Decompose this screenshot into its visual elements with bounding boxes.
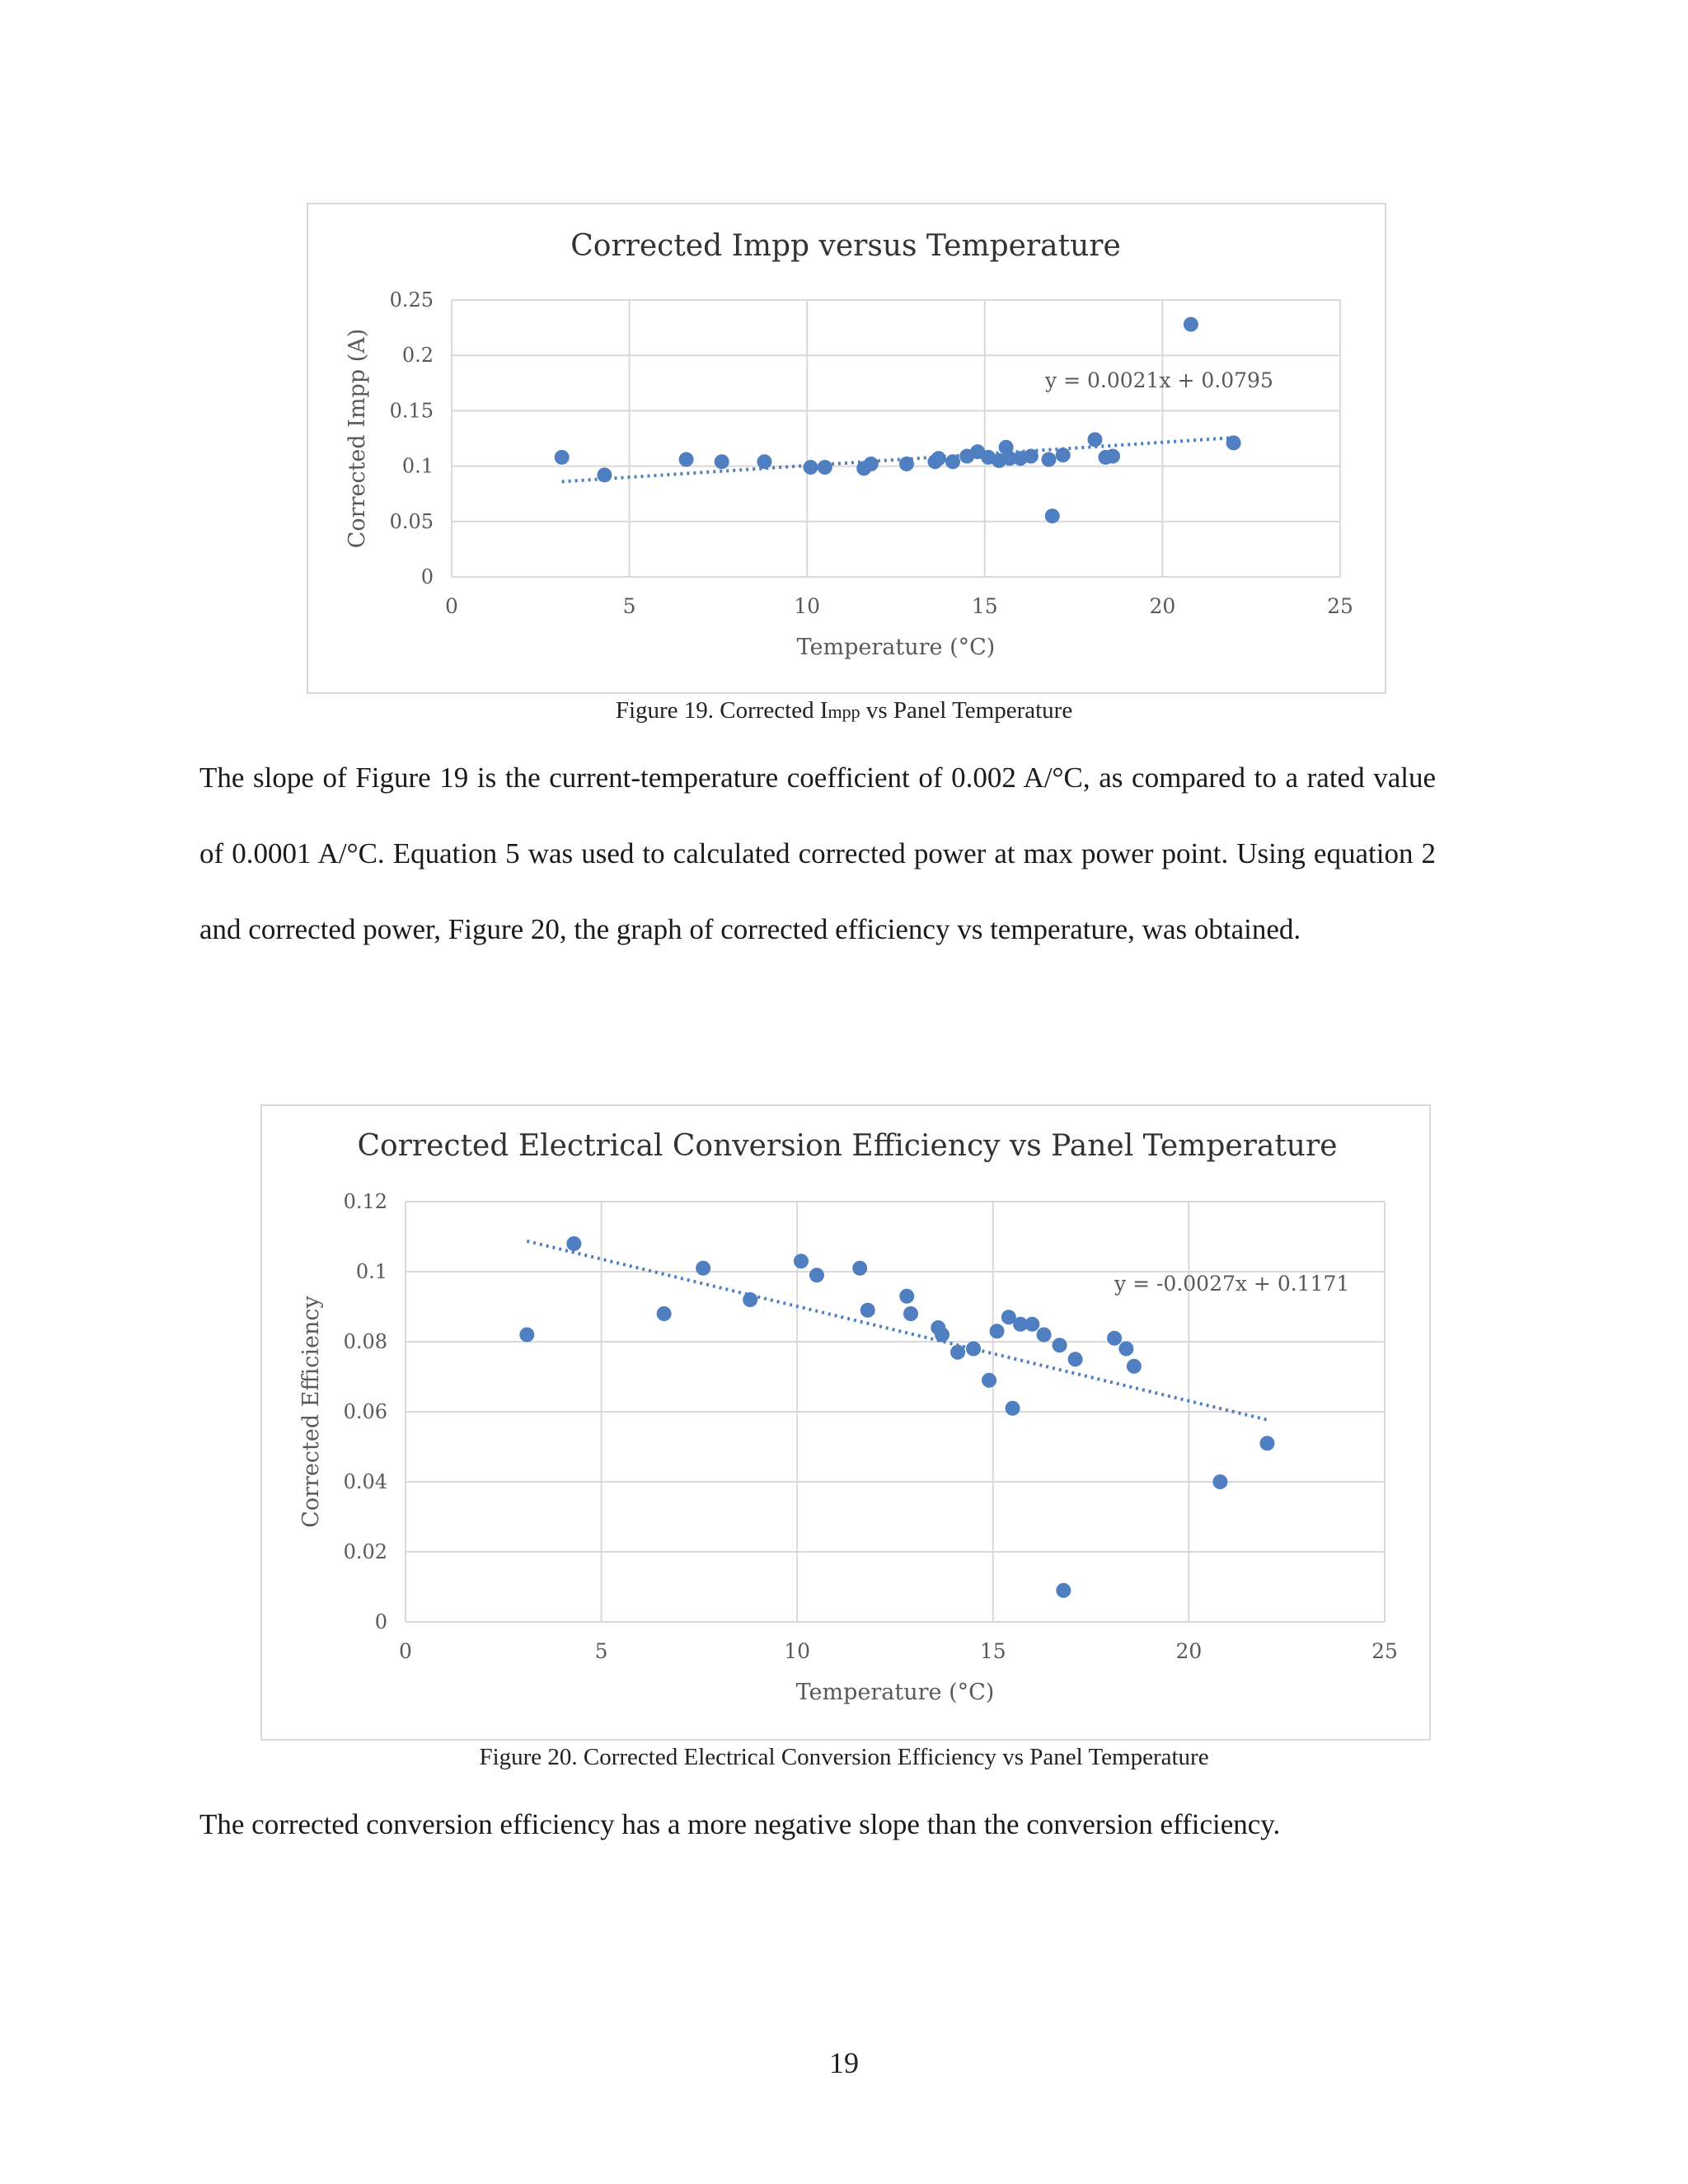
y-tick-label: 0.02 — [343, 1540, 387, 1563]
data-point — [1056, 448, 1071, 462]
trendline — [562, 438, 1234, 481]
data-point — [1118, 1342, 1133, 1357]
data-point — [899, 457, 914, 471]
impp-scatter-plot — [308, 204, 1388, 696]
data-point — [1068, 1352, 1083, 1366]
data-point — [950, 1345, 965, 1360]
trendline — [527, 1241, 1267, 1420]
chart-title: Corrected Electrical Conversion Efficiency vs Panel Temperature — [357, 1129, 1338, 1163]
data-point — [597, 467, 612, 482]
data-point — [1053, 1338, 1067, 1352]
data-point — [1025, 1317, 1039, 1332]
data-point — [1259, 1436, 1274, 1451]
data-point — [1037, 1328, 1052, 1343]
data-point — [935, 1328, 950, 1343]
data-point — [757, 454, 771, 469]
data-point — [1024, 449, 1039, 464]
data-point — [860, 1303, 875, 1318]
y-tick-label: 0.2 — [401, 344, 434, 368]
data-point — [657, 1306, 672, 1321]
data-point — [555, 450, 570, 465]
y-tick-label: 0.25 — [389, 288, 434, 312]
data-point — [519, 1328, 534, 1343]
data-point — [966, 1342, 981, 1357]
trendline-equation: y = -0.0027x + 0.1171 — [1114, 1272, 1350, 1296]
data-point — [1105, 449, 1120, 464]
data-point — [804, 460, 818, 475]
x-axis-label: Temperature (°C) — [795, 1680, 995, 1705]
data-point — [982, 1373, 996, 1388]
y-tick-label: 0.05 — [389, 509, 434, 533]
data-point — [1226, 435, 1241, 450]
data-point — [1045, 509, 1060, 523]
x-tick-label: 15 — [979, 1639, 1006, 1663]
x-tick-label: 5 — [594, 1639, 608, 1663]
x-tick-label: 25 — [1372, 1639, 1398, 1663]
body-paragraph-2: The corrected conversion efficiency has a more negative slope than the conversion efficiency. — [199, 1808, 1281, 1840]
data-point — [818, 460, 832, 475]
x-tick-label: 10 — [794, 594, 821, 618]
data-point — [1056, 1583, 1071, 1598]
data-point — [1087, 432, 1102, 447]
data-point — [1107, 1331, 1122, 1346]
body-paragraph-1: The slope of Figure 19 is the current-temperature coefficient of 0.002 A/°C, as compared to a rated value of 0.0001 A/°C. Equation 5 was used to calculated corrected power at max power point. Using equation 2 and corrected power, Figure 20, the graph of corrected efficiency vs temperature, was obtained. — [199, 762, 1436, 945]
y-tick-label: 0.1 — [355, 1260, 387, 1283]
page-number: 19 — [829, 2046, 859, 2079]
y-axis-label: Corrected Impp (A) — [345, 328, 370, 549]
y-tick-label: 0.08 — [343, 1330, 387, 1353]
data-point — [899, 1289, 914, 1304]
data-point — [809, 1268, 824, 1282]
figure-20-caption: Figure 20. Corrected Electrical Conversion Efficiency vs Panel Temperature — [479, 1744, 1209, 1770]
x-tick-label: 20 — [1149, 594, 1176, 618]
x-tick-label: 5 — [622, 594, 636, 618]
y-tick-label: 0.06 — [343, 1400, 387, 1423]
y-tick-label: 0.12 — [343, 1190, 387, 1213]
trendline-equation: y = 0.0021x + 0.0795 — [1045, 368, 1273, 392]
y-tick-label: 0.1 — [401, 454, 434, 478]
data-point — [903, 1306, 918, 1321]
data-point — [679, 452, 694, 467]
x-tick-label: 10 — [784, 1639, 811, 1663]
y-tick-label: 0.15 — [389, 399, 434, 423]
data-point — [715, 454, 729, 469]
data-point — [1127, 1359, 1142, 1374]
figure-19-caption: Figure 19. Corrected Impp vs Panel Temperature — [615, 697, 1073, 724]
x-tick-label: 0 — [445, 594, 458, 618]
data-point — [990, 1324, 1005, 1338]
x-tick-label: 20 — [1175, 1639, 1203, 1663]
y-tick-label: 0 — [420, 565, 434, 588]
data-point — [696, 1261, 710, 1276]
data-point — [1212, 1474, 1227, 1489]
data-point — [1006, 1401, 1020, 1416]
figure-20-chart — [260, 1104, 1431, 1741]
data-point — [566, 1236, 581, 1251]
x-axis-label: Temperature (°C) — [796, 635, 996, 660]
data-point — [931, 451, 946, 466]
data-point — [864, 457, 879, 471]
data-point — [852, 1261, 867, 1276]
x-tick-label: 0 — [399, 1639, 412, 1663]
data-point — [1184, 317, 1198, 332]
y-axis-label: Corrected Efficiency — [298, 1296, 324, 1528]
y-tick-label: 0.04 — [343, 1470, 387, 1493]
data-point — [1041, 452, 1056, 467]
x-tick-label: 25 — [1327, 594, 1353, 618]
data-point — [743, 1292, 757, 1307]
chart-title: Corrected Impp versus Temperature — [570, 229, 1121, 263]
y-tick-label: 0 — [374, 1610, 387, 1633]
efficiency-scatter-plot — [262, 1106, 1432, 1742]
figure-19-chart — [307, 203, 1386, 694]
data-point — [794, 1254, 809, 1268]
data-point — [945, 454, 960, 469]
x-tick-label: 15 — [971, 594, 998, 618]
